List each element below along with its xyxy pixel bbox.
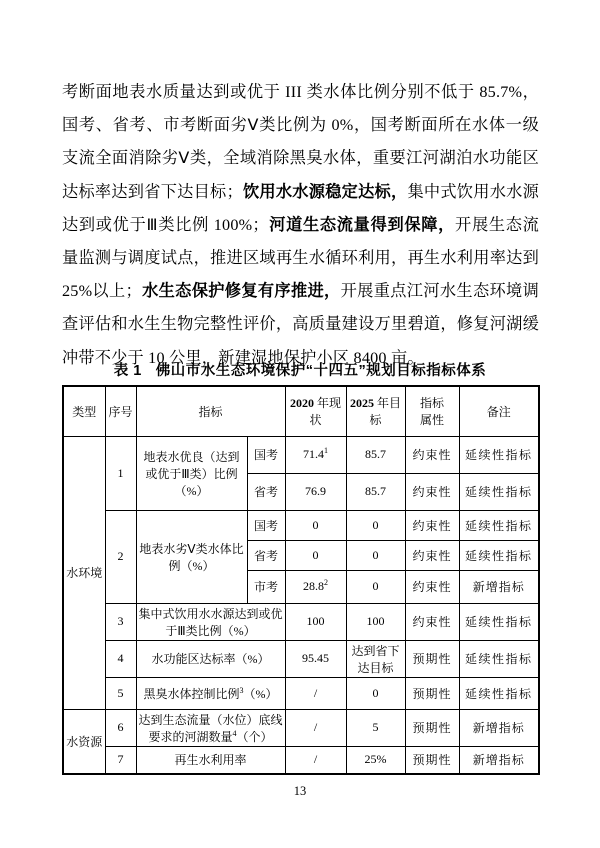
paragraph-segment: 考断面地表水质量达到或优于 III 类水体比例分别不低于 85.7%，国考、省考、市考断面劣Ⅴ类比例为 0%，国考断面所在水体一级支流全面消除劣Ⅴ类，全域消除黑臭水体，重要江河湖泊水功能区达标率达到省下达目标； (62, 83, 539, 201)
cell-note: 延续性指标 (459, 540, 539, 570)
cell-attr: 预期性 (405, 640, 459, 677)
cell-attr: 约束性 (405, 510, 459, 540)
cell-2025: 25% (346, 746, 405, 774)
cell-exam: 市考 (247, 570, 285, 603)
cell-indicator-text: 黑臭水体控制比例 (143, 686, 240, 701)
cell-indicator-text: （个） (236, 729, 273, 744)
header-2025 (346, 386, 405, 436)
cell-attr: 约束性 (405, 436, 459, 473)
body-paragraph (62, 76, 539, 375)
cell-exam: 省考 (247, 540, 285, 570)
header-type: 类型 (63, 386, 105, 436)
cell-attr: 预期性 (405, 709, 459, 746)
paragraph-segment-bold: 水生态保护修复有序推进， (141, 282, 341, 301)
footnote-ref: 2 (324, 578, 329, 587)
paragraph-segment: 集中式饮用水水源达到或优于Ⅲ类比例 100%； (62, 182, 539, 234)
cell-2025: 0 (346, 570, 405, 603)
cell-2025: 5 (346, 709, 405, 746)
cell-indicator: 地表水优良（达到或优于Ⅲ类）比例（%） (136, 436, 247, 510)
cell-no: 2 (105, 510, 136, 603)
cell-exam: 省考 (247, 473, 285, 510)
cell-note: 延续性指标 (459, 603, 539, 640)
cell-note: 新增指标 (459, 709, 539, 746)
header-attr-line2: 属性 (420, 413, 445, 428)
paragraph-segment-bold: 饮用水水源稳定达标， (242, 182, 408, 201)
paragraph-segment: 开展重点江河水生态环境调查评估和水生生物完整性评价，高质量建设万里碧道，修复河湖缓冲带不少于 10 公里，新建湿地保护小区 8400 亩。 (62, 282, 539, 367)
cell-2020: 0 (285, 510, 346, 540)
cell-2020: 95.45 (285, 640, 346, 677)
header-2020-num: 2020 (290, 396, 314, 411)
cell-attr: 预期性 (405, 746, 459, 774)
table-row (63, 436, 539, 473)
cell-no: 3 (105, 603, 136, 640)
cell-note: 延续性指标 (459, 640, 539, 677)
cell-indicator: 再生水利用率 (136, 746, 285, 774)
indicators-table (62, 385, 540, 775)
cell-no: 5 (105, 677, 136, 709)
cell-attr: 约束性 (405, 570, 459, 603)
cell-attr: 预期性 (405, 677, 459, 709)
header-2020 (285, 386, 346, 436)
paragraph-segment: 开展生态流量监测与调度试点，推进区域再生水循环利用，再生水利用率达到 25%以上； (62, 215, 540, 301)
table-row (63, 677, 539, 709)
cell-2020: / (285, 677, 346, 709)
cell-2020: / (285, 709, 346, 746)
table-row (63, 510, 539, 540)
cell-2025: 100 (346, 603, 405, 640)
cell-indicator (136, 677, 285, 709)
cell-2020-value: 28.8 (303, 579, 325, 593)
table-caption-label: 表 1 (113, 363, 142, 379)
header-no: 序号 (105, 386, 136, 436)
header-note: 备注 (459, 386, 539, 436)
cell-2025: 0 (346, 677, 405, 709)
cell-2025: 85.7 (346, 436, 405, 473)
header-attr (405, 386, 459, 436)
header-2025-rest: 年目标 (369, 396, 402, 428)
cell-note: 延续性指标 (459, 677, 539, 709)
cell-2020: / (285, 746, 346, 774)
footnote-ref: 1 (324, 446, 329, 455)
header-2020-rest: 年现状 (309, 396, 342, 428)
cell-2025: 85.7 (346, 473, 405, 510)
cell-2025: 0 (346, 540, 405, 570)
header-attr-line1: 指标 (420, 396, 445, 411)
cell-note: 延续性指标 (459, 473, 539, 510)
cell-2025: 0 (346, 510, 405, 540)
cell-attr: 约束性 (405, 603, 459, 640)
table-row (63, 603, 539, 640)
cell-no: 1 (105, 436, 136, 510)
footnote-ref: 4 (232, 728, 237, 738)
table-caption-title: 佛山市水生态环境保护“十四五”规划目标指标体系 (155, 363, 487, 379)
cell-2020 (285, 570, 346, 603)
cell-no: 4 (105, 640, 136, 677)
table-row (63, 709, 539, 746)
page-number: 13 (293, 784, 307, 798)
cell-note: 新增指标 (459, 570, 539, 603)
cell-no: 6 (105, 709, 136, 746)
cell-indicator: 地表水劣Ⅴ类水体比例（%） (136, 510, 247, 603)
table-row (63, 746, 539, 774)
cell-indicator: 集中式饮用水水源达到或优于Ⅲ类比例（%） (136, 603, 285, 640)
header-indicator: 指标 (136, 386, 285, 436)
cell-group-water-environment: 水环境 (63, 436, 105, 709)
cell-attr: 约束性 (405, 540, 459, 570)
cell-2020 (285, 436, 346, 473)
cell-indicator (136, 709, 285, 746)
cell-group-water-resources: 水资源 (63, 709, 105, 774)
cell-attr: 约束性 (405, 473, 459, 510)
cell-2025: 达到省下达目标 (346, 640, 405, 677)
cell-no: 7 (105, 746, 136, 774)
paragraph-segment-bold: 河道生态流量得到保障， (268, 215, 456, 234)
cell-2020: 76.9 (285, 473, 346, 510)
header-2025-num: 2025 (350, 396, 374, 411)
cell-exam: 国考 (247, 436, 285, 473)
cell-note: 延续性指标 (459, 510, 539, 540)
footnote-ref: 3 (239, 685, 244, 695)
cell-2020-value: 71.4 (303, 447, 325, 461)
cell-2020: 0 (285, 540, 346, 570)
cell-exam: 国考 (247, 510, 285, 540)
table-caption (0, 359, 600, 380)
cell-indicator: 水功能区达标率（%） (136, 640, 285, 677)
cell-note: 延续性指标 (459, 436, 539, 473)
cell-2020: 100 (285, 603, 346, 640)
cell-indicator-text: 达到生态流量（水位）底线要求的河湖数量 (138, 712, 283, 744)
cell-note: 新增指标 (459, 746, 539, 774)
table-row (63, 640, 539, 677)
cell-indicator-text: （%） (243, 686, 278, 701)
